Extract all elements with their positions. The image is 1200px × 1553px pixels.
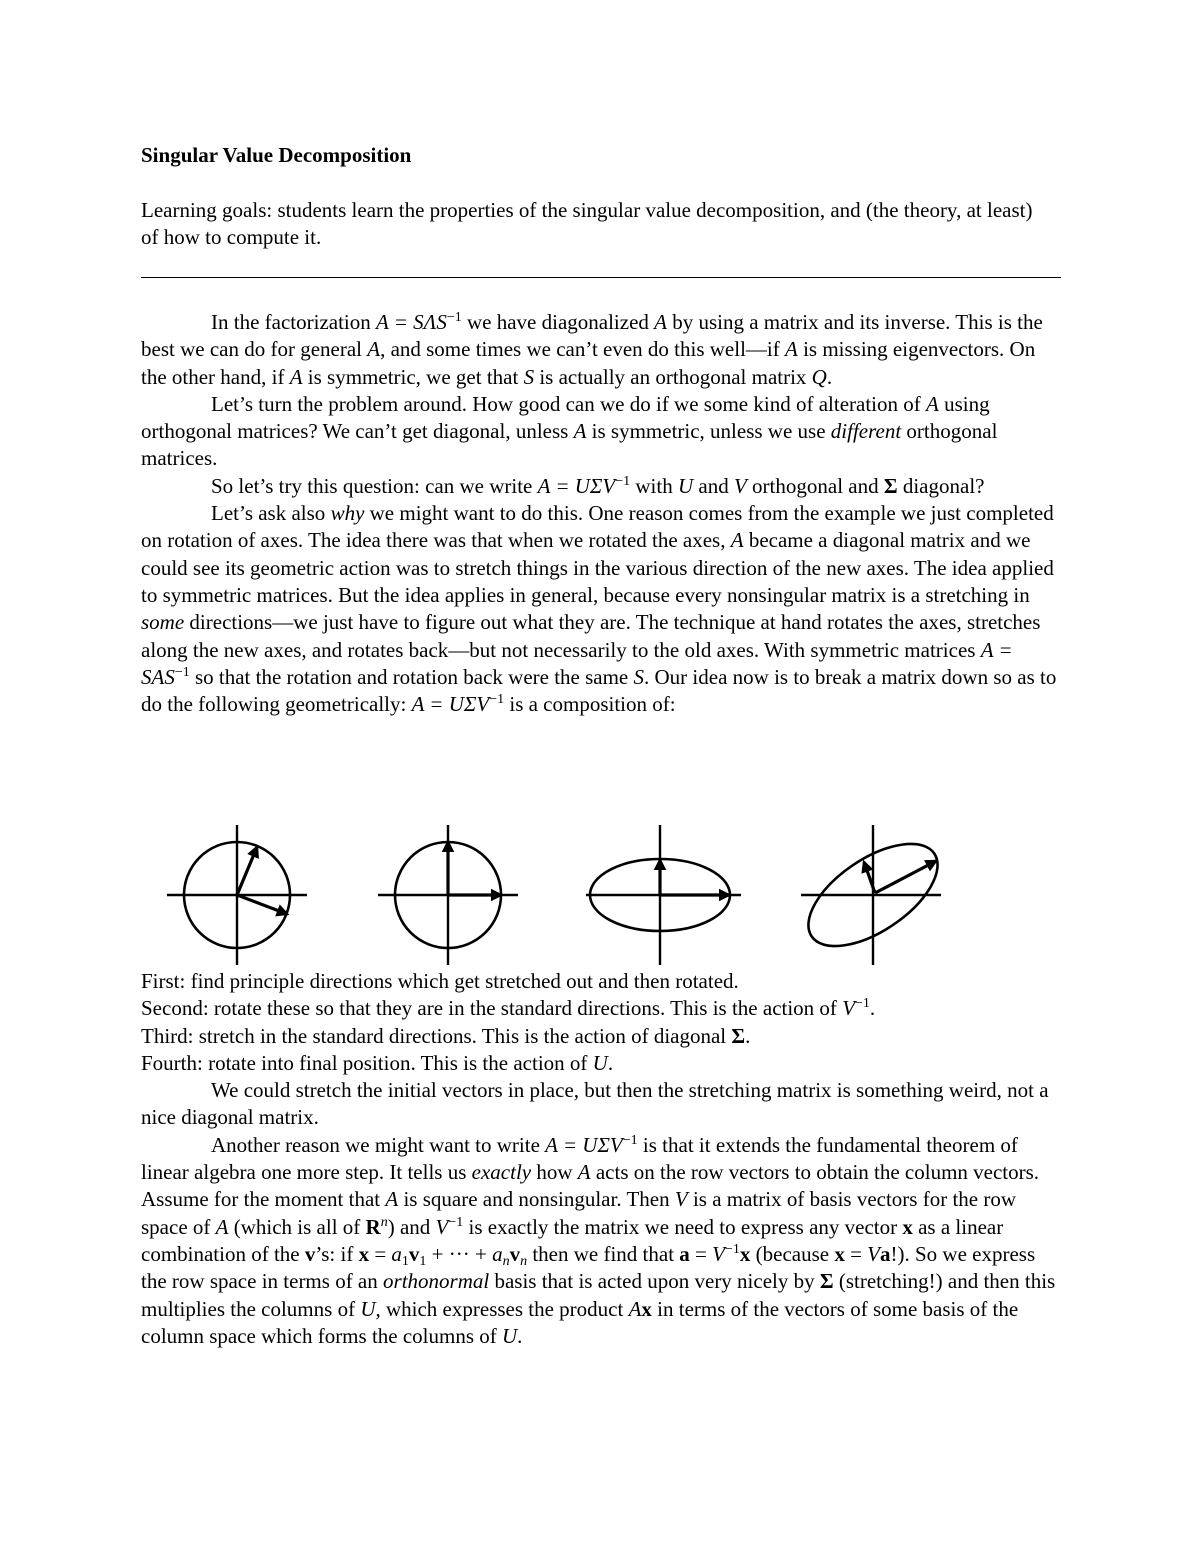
step-third: Third: stretch in the standard directions. This is the action of diagonal Σ. [141, 1023, 751, 1048]
paragraph-why: Let’s ask also why we might want to do this. One reason comes from the example we just completed on rotation of axes. The idea there was that when we rotated the axes, A became a diagonal matrix and we could see its geometric action was to stretch things in the various direction of the new axes. The idea applied to symmetric matrices. But the idea applies in general, because every nonsingular matrix is a stretching in some directions—we just have to figure out what they are. The technique at hand rotates the axes, stretches along the new axes, and rotates back—but not necessarily to the old axes. With symmetric matrices $A = SAS^{-1}$ so that the rotation and rotation back were the same S. Our idea now is to break a matrix down so as to do the following geometrically: $A = U\Sigma V^{-1}$ is a composition of: [141, 501, 1057, 717]
panel-rotated-circle [378, 825, 518, 965]
paragraph-turn-problem: Let’s turn the problem around. How good can we do if we some kind of alteration of A using orthogonal matrices? We can’t get diagonal, unless A is symmetric, unless we use different orthogonal matrices. [141, 391, 998, 471]
document-title: Singular Value Decomposition [141, 143, 412, 167]
paragraph-stretch-in-place: We could stretch the initial vectors in place, but then the stretching matrix is something weird, not a nice diagonal matrix. [141, 1078, 1049, 1130]
vector-v1-arrow [237, 847, 257, 895]
step-first: First: find principle directions which get stretched out and then rotated. [141, 969, 739, 993]
svd-geometry-figure [141, 0, 1061, 980]
paragraph-factorization: In the factorization $A = S\Lambda S^{-1}$ we have diagonalized A by using a matrix and its inverse. This is the best we can do for general A, and some times we can’t even do this well—if A is missing eigenvectors. On the other hand, if A is symmetric, we get that S is actually an orthogonal matrix Q. [141, 310, 1043, 389]
panel-final-ellipse [792, 824, 955, 966]
panel-stretched-ellipse [586, 825, 741, 965]
body-section-2 [141, 968, 1061, 1350]
final-vector-long-arrow [875, 861, 936, 893]
paragraph-question: So let’s try this question: can we write $A = U\Sigma V^{-1}$ with U and V orthogonal and Σ diagonal? [211, 473, 985, 498]
vector-v2-arrow [237, 895, 287, 914]
step-fourth: Fourth: rotate into final position. This is the action of U. [141, 1050, 614, 1075]
step-second: Second: rotate these so that they are in the standard directions. This is the action of $V^{-1}$. [141, 996, 876, 1021]
panel-initial-circle [167, 825, 307, 965]
learning-goals: Learning goals: students learn the properties of the singular value decomposition, and (the theory, at least) of how to compute it. [141, 198, 1033, 250]
paragraph-fundamental-theorem: Another reason we might want to write $A = U\Sigma V^{-1}$ is that it extends the fundamental theorem of linear algebra one more step. It tells us exactly how A acts on the row vectors to obtain the column vectors. Assume for the moment that A is square and nonsingular. Then V is a matrix of basis vectors for the row space of A (which is all of $R^n$) and $V^{-1}$ is exactly the matrix we need to express any vector x as a linear combination of the v’s: if $x = a_1v_1$ + ··· + $a_nv_n$ then we find that $a = V^{-1}x$ (because x = Va!). So we express the row space in terms of an orthonormal basis that is acted upon very nicely by Σ (stretching!) and then this multiplies the columns of U, which expresses the product Ax in terms of the vectors of some basis of the column space which forms the columns of U. [141, 1132, 1056, 1348]
